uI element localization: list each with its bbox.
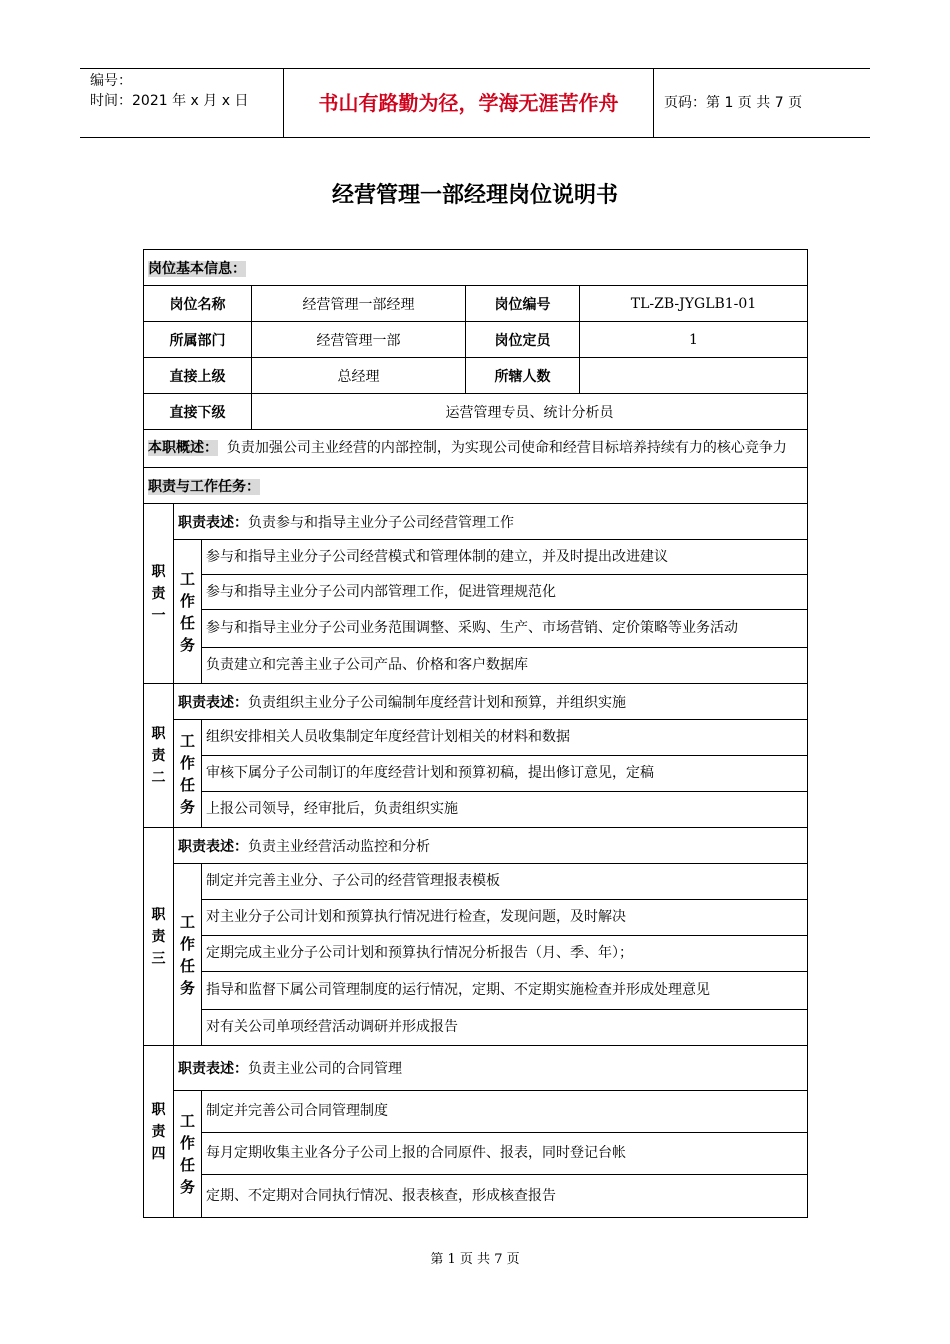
duty-description: 职责表述：负责组织主业分子公司编制年度经营计划和预算，并组织实施 [174,684,808,720]
position-name-label: 岗位名称 [144,286,252,322]
task-item: 参与和指导主业分子公司经营模式和管理体制的建立，并及时提出改进建议 [202,540,808,575]
task-item: 审核下属分子公司制订的年度经营计划和预算初稿，提出修订意见，定稿 [202,756,808,792]
department-label: 所属部门 [144,322,252,358]
task-item: 组织安排相关人员收集制定年度经营计划相关的材料和数据 [202,720,808,756]
task-item: 每月定期收集主业各分子公司上报的合同原件、报表，同时登记台帐 [202,1133,808,1175]
superior-label: 直接上级 [144,358,252,394]
subordinate-count-label: 所辖人数 [466,358,580,394]
task-item: 制定并完善主业分、子公司的经营管理报表模板 [202,864,808,900]
task-item: 负责建立和完善主业子公司产品、价格和客户数据库 [202,648,808,684]
page-info: 页码：第 1 页 共 7 页 [664,95,803,111]
job-summary-text: 负责加强公司主业经营的内部控制，为实现公司使命和经营目标培养持续有力的核心竞争力 [226,440,787,456]
position-name-value: 经营管理一部经理 [252,286,466,322]
page-footer: 第 1 页 共 7 页 [430,1252,520,1267]
headcount-value: 1 [580,322,808,358]
duty-description: 职责表述：负责主业经营活动监控和分析 [174,828,808,864]
duty-label: 职 责 三 [144,828,174,1046]
task-item: 指导和监督下属公司管理制度的运行情况，定期、不定期实施检查并形成处理意见 [202,972,808,1010]
document-title: 经营管理一部经理岗位说明书 [331,183,618,208]
task-item: 对有关公司单项经营活动调研并形成报告 [202,1010,808,1046]
subordinate-count-value [580,358,808,394]
header-meta [80,69,283,137]
task-item: 定期、不定期对合同执行情况、报表核查，形成核查报告 [202,1175,808,1218]
headcount-label: 岗位定员 [466,322,580,358]
position-code-value: TL-ZB-JYGLB1-01 [580,286,808,322]
task-item: 制定并完善公司合同管理制度 [202,1091,808,1133]
task-label: 工 作 任 务 [174,864,202,1046]
page-header [80,68,870,138]
department-value: 经营管理一部 [252,322,466,358]
task-item: 对主业分子公司计划和预算执行情况进行检查，发现问题，及时解决 [202,900,808,936]
duties-heading: 职责与工作任务： [144,468,808,504]
job-summary-label: 本职概述： [148,440,218,456]
code-label: 编号： [90,73,132,89]
task-label: 工 作 任 务 [174,540,202,684]
task-item: 参与和指导主业分子公司业务范围调整、采购、生产、市场营销、定价策略等业务活动 [202,610,808,648]
task-item: 定期完成主业分子公司计划和预算执行情况分析报告（月、季、年）； [202,936,808,972]
motto: 书山有路勤为径，学海无涯苦作舟 [283,69,654,137]
duty-description: 职责表述：负责主业公司的合同管理 [174,1046,808,1091]
time-label: 时间：2021 年 x 月 x 日 [90,93,249,109]
task-item: 参与和指导主业分子公司内部管理工作，促进管理规范化 [202,575,808,610]
superior-value: 总经理 [252,358,466,394]
task-label: 工 作 任 务 [174,1091,202,1218]
duty-label: 职 责 二 [144,684,174,828]
subordinates-label: 直接下级 [144,394,252,430]
duty-description: 职责表述：负责参与和指导主业分子公司经营管理工作 [174,504,808,540]
job-summary [144,430,808,468]
job-description-table [143,249,808,1218]
task-item: 上报公司领导，经审批后，负责组织实施 [202,792,808,828]
duty-label: 职 责 一 [144,504,174,684]
basic-info-heading: 岗位基本信息： [144,250,808,286]
subordinates-value: 运营管理专员、统计分析员 [252,394,808,430]
task-label: 工 作 任 务 [174,720,202,828]
position-code-label: 岗位编号 [466,286,580,322]
duty-label: 职 责 四 [144,1046,174,1218]
